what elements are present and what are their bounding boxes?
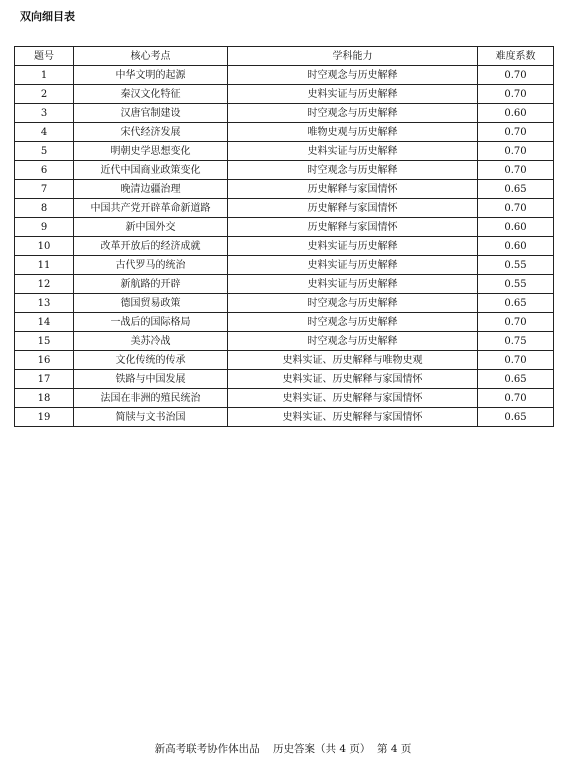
subject-ability: 时空观念与历史解释 [228,313,478,332]
page-footer: 新高考联考协作体出品 历史答案（共 4 页） 第 4 页 [154,743,412,755]
difficulty: 0.65 [478,370,554,389]
table-header-row [15,47,554,66]
difficulty: 0.60 [478,218,554,237]
question-number: 14 [15,313,74,332]
subject-ability: 时空观念与历史解释 [228,161,478,180]
subject-ability: 史料实证与历史解释 [228,85,478,104]
question-number: 2 [15,85,74,104]
difficulty: 0.70 [478,389,554,408]
difficulty: 0.70 [478,161,554,180]
subject-ability: 历史解释与家国情怀 [228,218,478,237]
question-number: 1 [15,66,74,85]
question-number: 12 [15,275,74,294]
difficulty: 0.70 [478,66,554,85]
difficulty: 0.60 [478,237,554,256]
core-topic: 汉唐官制建设 [74,104,228,123]
core-topic: 铁路与中国发展 [74,370,228,389]
core-topic: 新航路的开辟 [74,275,228,294]
subject-ability: 历史解释与家国情怀 [228,199,478,218]
subject-ability: 时空观念与历史解释 [228,66,478,85]
subject-ability: 时空观念与历史解释 [228,294,478,313]
question-number: 5 [15,142,74,161]
difficulty: 0.65 [478,294,554,313]
table-row [15,275,554,294]
core-topic: 新中国外交 [74,218,228,237]
question-number: 16 [15,351,74,370]
table-row [15,123,554,142]
header-core-topic: 核心考点 [74,47,228,66]
header-difficulty: 难度系数 [478,47,554,66]
difficulty: 0.65 [478,408,554,427]
question-number: 3 [15,104,74,123]
two-way-spec-table [14,46,554,427]
page-heading: 双向细目表 [20,10,75,23]
table-row [15,180,554,199]
header-subject-ability: 学科能力 [228,47,478,66]
table-row [15,85,554,104]
difficulty: 0.60 [478,104,554,123]
core-topic: 宋代经济发展 [74,123,228,142]
core-topic: 法国在非洲的殖民统治 [74,389,228,408]
question-number: 15 [15,332,74,351]
subject-ability: 史料实证与历史解释 [228,237,478,256]
subject-ability: 史料实证与历史解释 [228,142,478,161]
subject-ability: 史料实证、历史解释与家国情怀 [228,389,478,408]
core-topic: 中国共产党开辟革命新道路 [74,199,228,218]
subject-ability: 史料实证、历史解释与家国情怀 [228,370,478,389]
table-row [15,332,554,351]
difficulty: 0.55 [478,256,554,275]
difficulty: 0.55 [478,275,554,294]
core-topic: 秦汉文化特征 [74,85,228,104]
difficulty: 0.65 [478,180,554,199]
table-row [15,104,554,123]
subject-ability: 时空观念与历史解释 [228,332,478,351]
table-row [15,218,554,237]
difficulty: 0.70 [478,142,554,161]
core-topic: 简牍与文书治国 [74,408,228,427]
subject-ability: 史料实证、历史解释与唯物史观 [228,351,478,370]
question-number: 11 [15,256,74,275]
difficulty: 0.70 [478,351,554,370]
table-row [15,199,554,218]
subject-ability: 时空观念与历史解释 [228,104,478,123]
table-row [15,313,554,332]
subject-ability: 历史解释与家国情怀 [228,180,478,199]
question-number: 19 [15,408,74,427]
question-number: 7 [15,180,74,199]
core-topic: 改革开放后的经济成就 [74,237,228,256]
subject-ability: 史料实证与历史解释 [228,275,478,294]
core-topic: 中华文明的起源 [74,66,228,85]
table-row [15,161,554,180]
core-topic: 一战后的国际格局 [74,313,228,332]
subject-ability: 史料实证、历史解释与家国情怀 [228,408,478,427]
question-number: 13 [15,294,74,313]
question-number: 6 [15,161,74,180]
question-number: 10 [15,237,74,256]
subject-ability: 史料实证与历史解释 [228,256,478,275]
difficulty: 0.70 [478,199,554,218]
table-row [15,237,554,256]
core-topic: 古代罗马的统治 [74,256,228,275]
table-row [15,351,554,370]
core-topic: 文化传统的传承 [74,351,228,370]
core-topic: 近代中国商业政策变化 [74,161,228,180]
table-row [15,66,554,85]
difficulty: 0.70 [478,313,554,332]
table-row [15,389,554,408]
subject-ability: 唯物史观与历史解释 [228,123,478,142]
core-topic: 德国贸易政策 [74,294,228,313]
table-row [15,256,554,275]
core-topic: 晚清边疆治理 [74,180,228,199]
difficulty: 0.75 [478,332,554,351]
header-question-number: 题号 [15,47,74,66]
question-number: 9 [15,218,74,237]
table-row [15,408,554,427]
question-number: 17 [15,370,74,389]
question-number: 18 [15,389,74,408]
question-number: 4 [15,123,74,142]
table-row [15,370,554,389]
core-topic: 美苏冷战 [74,332,228,351]
difficulty: 0.70 [478,85,554,104]
core-topic: 明朝史学思想变化 [74,142,228,161]
difficulty: 0.70 [478,123,554,142]
table-row [15,142,554,161]
question-number: 8 [15,199,74,218]
table-row [15,294,554,313]
